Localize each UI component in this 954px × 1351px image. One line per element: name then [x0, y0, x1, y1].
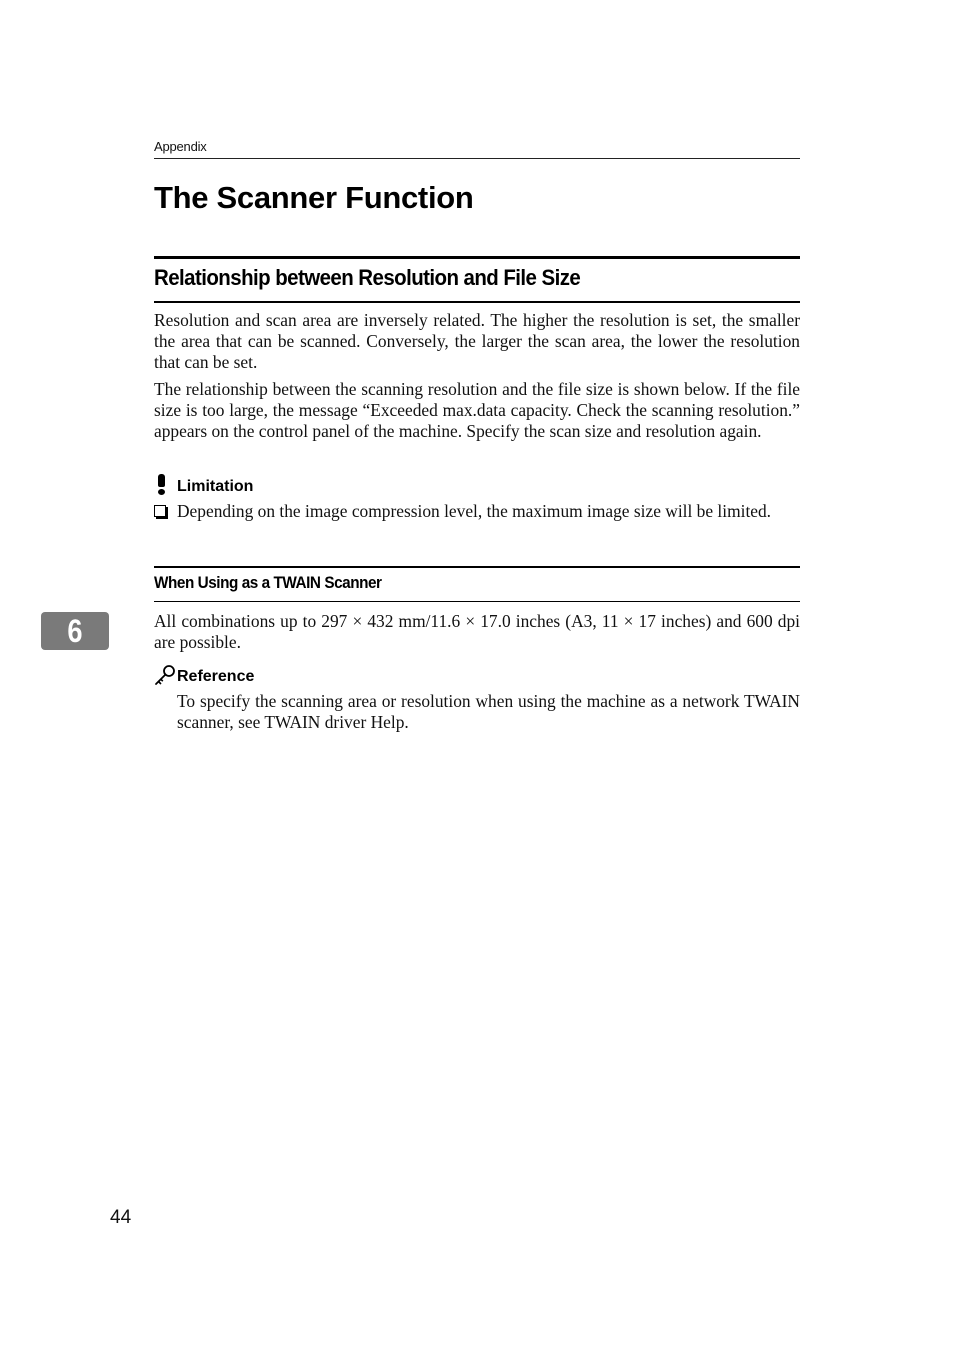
- chapter-tab: [41, 612, 109, 650]
- section-title: Relationship between Resolution and File Size: [154, 265, 581, 290]
- chapter-title: The Scanner Function: [154, 180, 474, 215]
- exclamation-icon: [154, 474, 170, 496]
- reference-heading: [154, 664, 254, 686]
- body-paragraph-2: The relationship between the scanning resolution and the file size is shown below. If the file size is too large, the message “Exceeded max.data capacity. Check the scanning resolution.” appears on the control panel of the machine. Specify the scan size and resolution again.: [154, 379, 800, 441]
- page-number: 44: [110, 1207, 132, 1228]
- limitation-item: [154, 501, 800, 522]
- section-rule-bottom: [154, 301, 800, 303]
- subsection-rule-bottom: [154, 601, 800, 602]
- header-rule: [154, 158, 800, 159]
- limitation-heading: [154, 474, 253, 496]
- section-rule-top: [154, 256, 800, 259]
- running-header: Appendix: [154, 139, 207, 154]
- limitation-item-text: Depending on the image compression level, the maximum image size will be limited.: [177, 501, 772, 521]
- body-paragraph-1: Resolution and scan area are inversely related. The higher the resolution is set, the smaller the area that can be scanned. Conversely, the larger the scan area, the lower the resolution that can be set.: [154, 310, 800, 372]
- checkbox-bullet-icon: [154, 505, 166, 517]
- subsection-title: When Using as a TWAIN Scanner: [154, 573, 382, 592]
- chapter-tab-number: 6: [67, 612, 83, 649]
- limitation-label: Limitation: [177, 478, 254, 495]
- subsection-paragraph: All combinations up to 297 × 432 mm/11.6 × 17.0 inches (A3, 11 × 17 inches) and 600 dpi are possible.: [154, 611, 800, 652]
- reference-label: Reference: [177, 668, 255, 685]
- reference-text: To specify the scanning area or resolution when using the machine as a network TWAIN scanner, see TWAIN driver Help.: [177, 691, 800, 732]
- subsection-rule-top: [154, 566, 800, 568]
- key-icon: [154, 664, 176, 686]
